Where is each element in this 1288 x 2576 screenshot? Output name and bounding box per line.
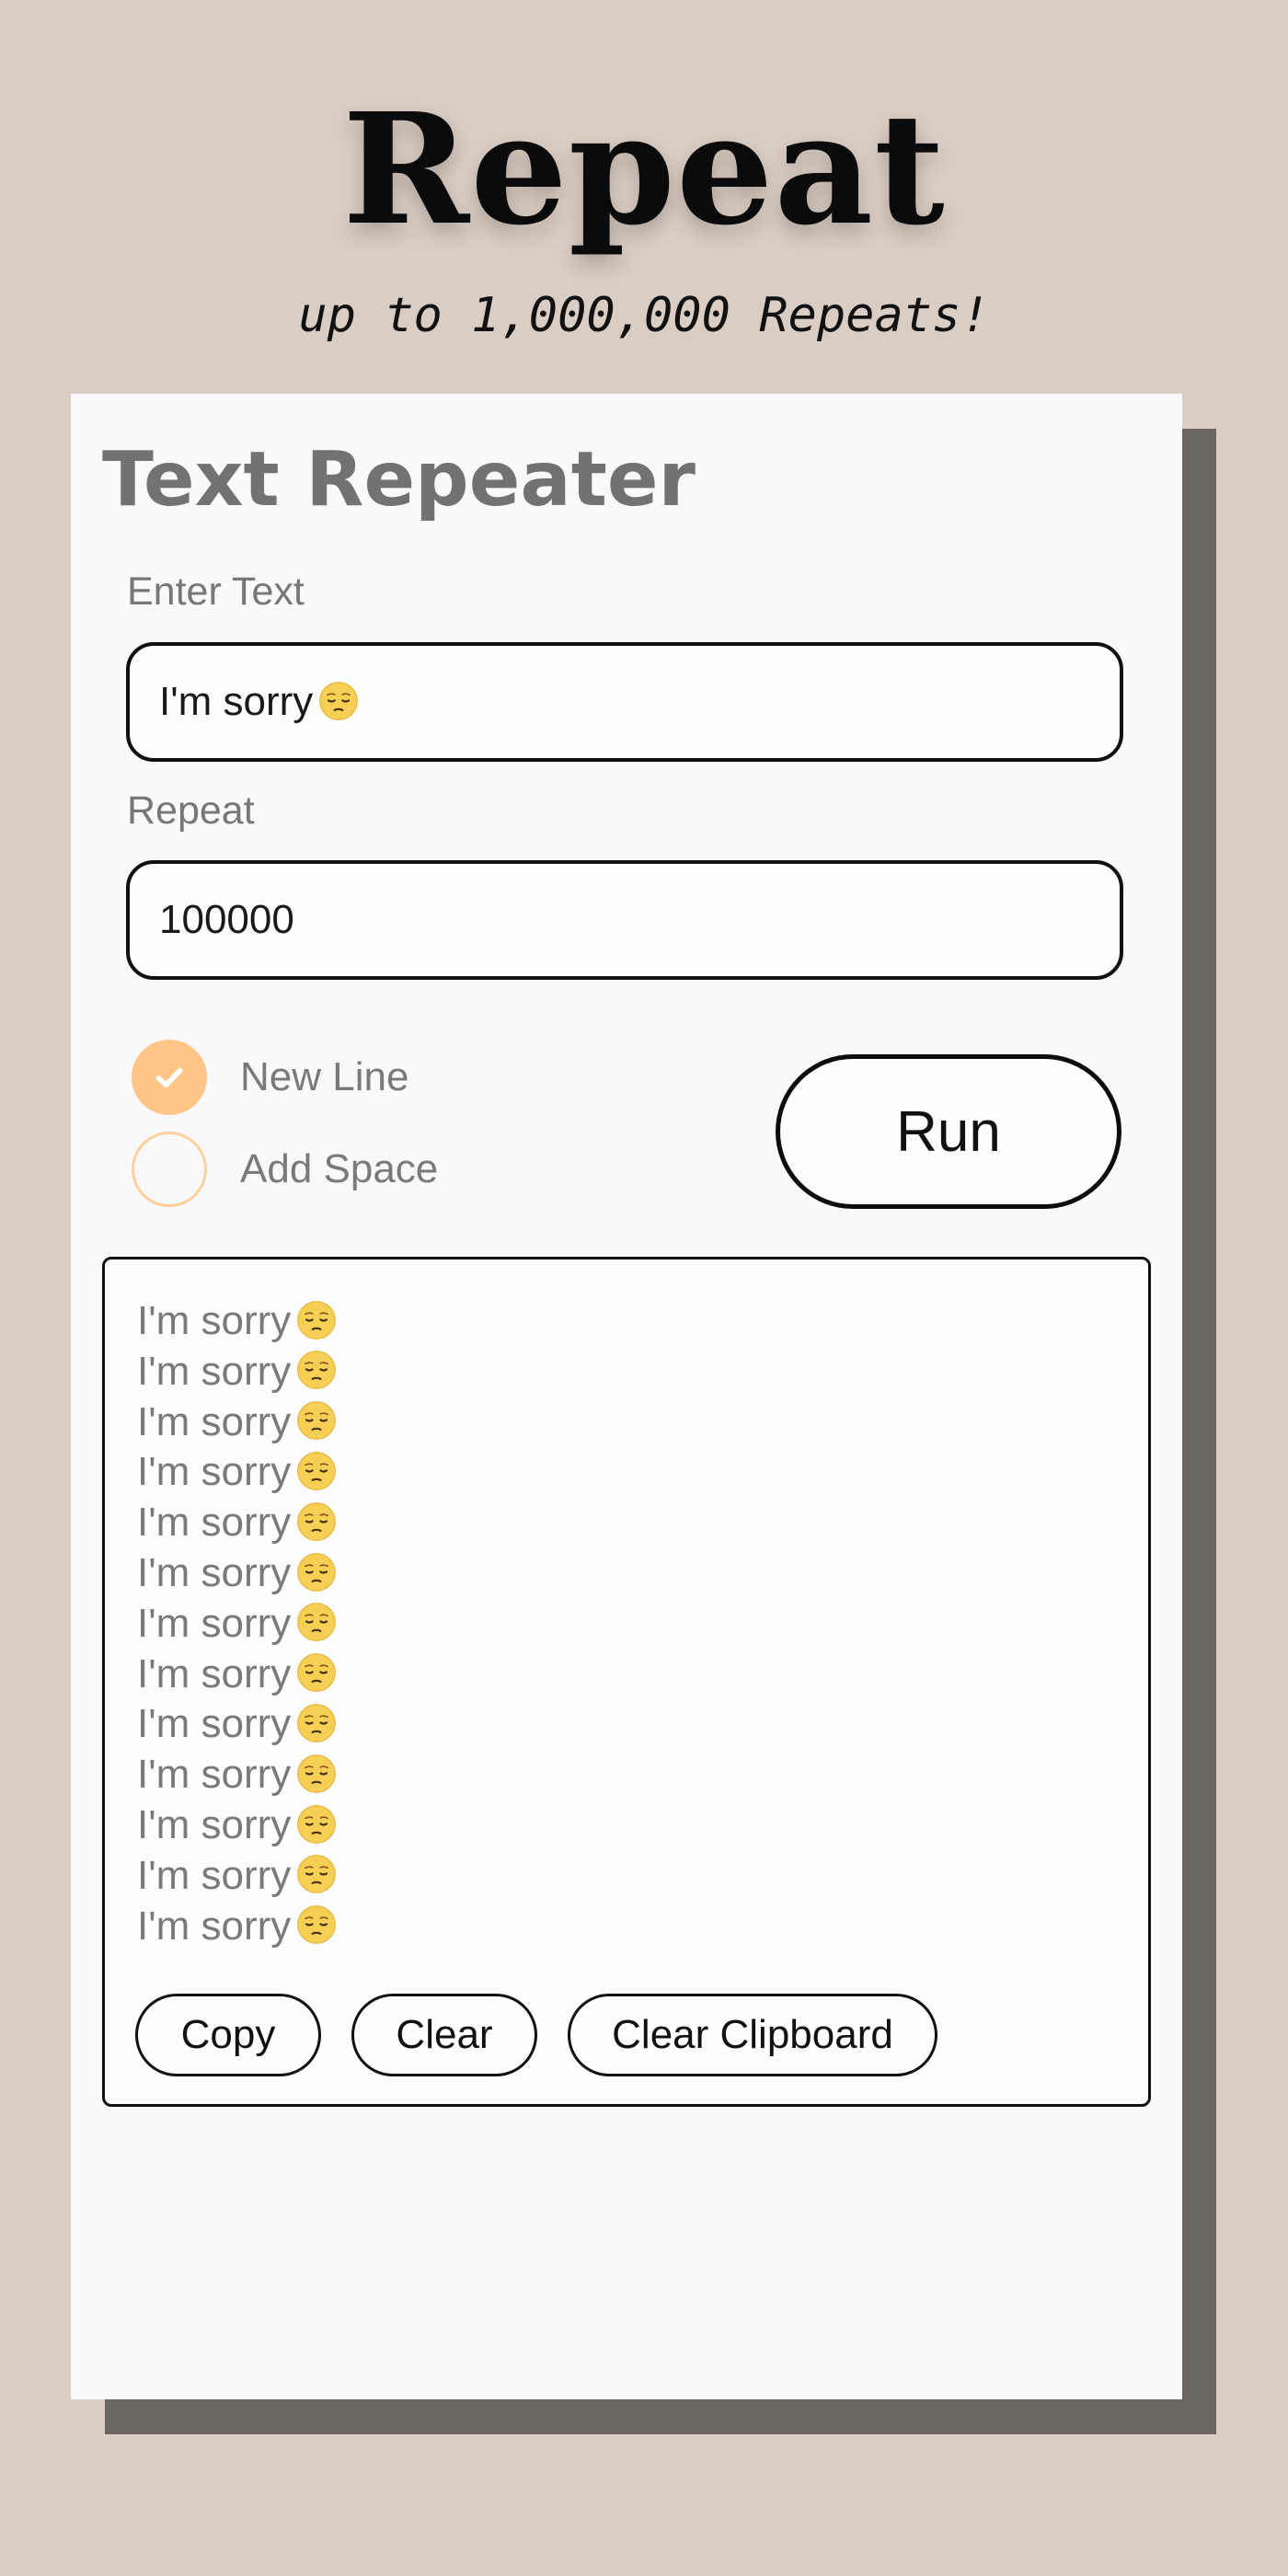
output-line-text: I'm sorry	[137, 1549, 292, 1595]
output-line-text: I'm sorry	[137, 1852, 292, 1898]
add-space-radio[interactable]	[132, 1132, 207, 1207]
new-line-label: New Line	[240, 1054, 409, 1099]
output-line	[137, 1800, 1112, 1851]
output-line-text: I'm sorry	[137, 1449, 292, 1495]
output-line-text: I'm sorry	[137, 1903, 292, 1949]
output-line-text: I'm sorry	[137, 1600, 292, 1646]
pensive-face-icon	[291, 1853, 336, 1898]
clear-button[interactable]: Clear	[351, 1994, 537, 2076]
hero-subtitle: up to 1,000,000 Repeats!	[298, 288, 990, 343]
new-line-radio[interactable]	[132, 1040, 207, 1115]
output-line-text: I'm sorry	[137, 1752, 292, 1798]
add-space-label: Add Space	[240, 1146, 439, 1191]
text-repeater-card	[71, 394, 1182, 2399]
repeat-count-field[interactable]	[126, 860, 1123, 980]
pensive-face-icon	[313, 679, 358, 725]
output-line-text: I'm sorry	[137, 1701, 292, 1747]
output-line	[137, 1498, 1112, 1548]
output-line-text: I'm sorry	[137, 1398, 292, 1444]
output-line-text: I'm sorry	[137, 1801, 292, 1847]
enter-text-label: Enter Text	[127, 569, 305, 614]
output-box	[102, 1257, 1151, 2107]
new-line-option[interactable]	[132, 1040, 408, 1115]
output-line	[137, 1447, 1112, 1498]
pensive-face-icon	[291, 1701, 336, 1746]
enter-text-field[interactable]	[126, 642, 1123, 762]
output-line	[137, 1750, 1112, 1800]
pensive-face-icon	[291, 1500, 336, 1545]
output-line	[137, 1599, 1112, 1650]
output-line	[137, 1347, 1112, 1397]
output-line-text: I'm sorry	[137, 1348, 292, 1394]
output-line	[137, 1902, 1112, 1952]
clear-clipboard-button[interactable]: Clear Clipboard	[568, 1994, 937, 2076]
pensive-face-icon	[291, 1349, 336, 1394]
pensive-face-icon	[291, 1903, 336, 1949]
pensive-face-icon	[291, 1550, 336, 1595]
app-title: Text Repeater	[102, 436, 696, 523]
pensive-face-icon	[291, 1601, 336, 1646]
run-button[interactable]: Run	[776, 1054, 1121, 1209]
repeat-label: Repeat	[127, 788, 255, 833]
pensive-face-icon	[291, 1802, 336, 1847]
output-line	[137, 1699, 1112, 1750]
pensive-face-icon	[291, 1651, 336, 1696]
output-line-text: I'm sorry	[137, 1500, 292, 1546]
output-line	[137, 1296, 1112, 1347]
output-line	[137, 1650, 1112, 1700]
copy-button[interactable]: Copy	[135, 1994, 321, 2076]
output-line	[137, 1397, 1112, 1448]
pensive-face-icon	[291, 1399, 336, 1444]
hero-title: Repeat	[342, 80, 946, 259]
output-line-text: I'm sorry	[137, 1298, 292, 1343]
add-space-option[interactable]	[132, 1132, 438, 1207]
output-line-text: I'm sorry	[137, 1650, 292, 1696]
output-line	[137, 1851, 1112, 1902]
output-text[interactable]	[137, 1296, 1112, 1957]
pensive-face-icon	[291, 1752, 336, 1797]
repeat-count-value: 100000	[159, 897, 294, 942]
pensive-face-icon	[291, 1449, 336, 1494]
check-icon	[151, 1059, 188, 1096]
enter-text-value: I'm sorry	[159, 679, 314, 724]
pensive-face-icon	[291, 1298, 336, 1343]
output-line	[137, 1548, 1112, 1599]
